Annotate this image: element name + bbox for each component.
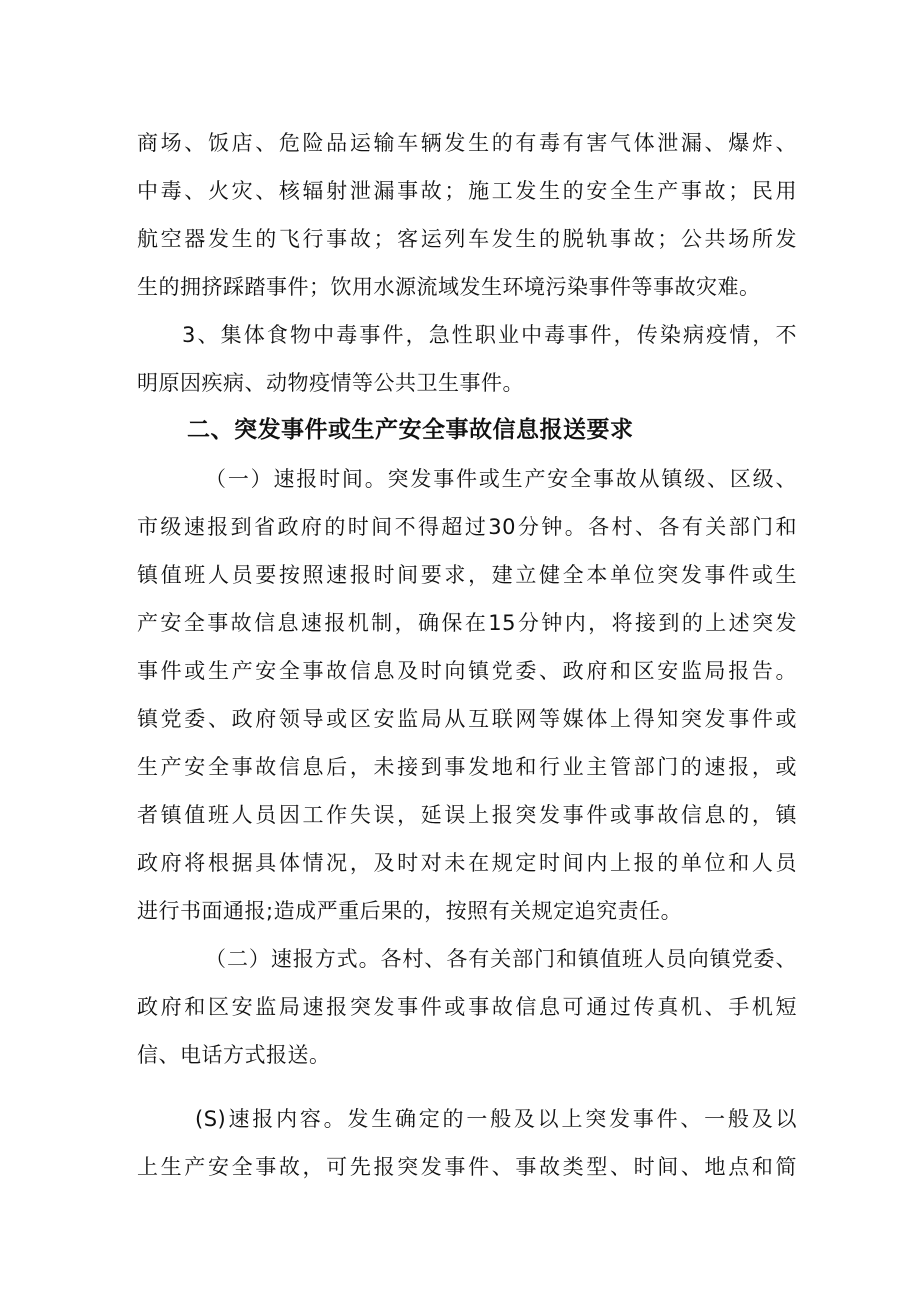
paragraph-line: 者镇值班人员因工作失误，延误上报突发事件或事故信息的，镇: [137, 803, 797, 827]
paragraph-line: 航空器发生的飞行事故；客运列车发生的脱轨事故；公共场所发: [137, 227, 797, 251]
paragraph-line: （二）速报方式。各村、各有关部门和镇值班人员向镇党委、: [205, 947, 797, 971]
paragraph-line: 镇党委、政府领导或区安监局从互联网等媒体上得知突发事件或: [137, 707, 797, 731]
paragraph-line: 事件或生产安全事故信息及时向镇党委、政府和区安监局报告。: [137, 659, 797, 683]
paragraph-line: 政府将根据具体情况，及时对未在规定时间内上报的单位和人员: [137, 851, 797, 875]
paragraph-line: 生产安全事故信息后，未接到事发地和行业主管部门的速报，或: [137, 755, 797, 779]
paragraph-line: (S)速报内容。发生确定的一般及以上突发事件、一般及以: [195, 1107, 797, 1131]
paragraph-line: 3、集体食物中毒事件，急性职业中毒事件，传染病疫情，不: [182, 323, 797, 347]
paragraph-line: 信、电话方式报送。: [137, 1043, 331, 1067]
section-heading: 二、突发事件或生产安全事故信息报送要求: [187, 417, 634, 443]
paragraph-line: 镇值班人员要按照速报时间要求，建立健全本单位突发事件或生: [137, 563, 797, 587]
paragraph-line: 上生产安全事故，可先报突发事件、事故类型、时间、地点和简: [137, 1155, 797, 1179]
paragraph-line: 产安全事故信息速报机制，确保在15分钟内，将接到的上述突发: [137, 611, 797, 635]
paragraph-line: 明原因疾病、动物疫情等公共卫生事件。: [137, 371, 524, 395]
paragraph-line: 生的拥挤踩踏事件；饮用水源流域发生环境污染事件等事故灾难。: [137, 275, 761, 299]
paragraph-line: 中毒、火灾、核辐射泄漏事故；施工发生的安全生产事故；民用: [137, 179, 797, 203]
paragraph-line: 政府和区安监局速报突发事件或事故信息可通过传真机、手机短: [137, 995, 797, 1019]
paragraph-line: 商场、饭店、危险品运输车辆发生的有毒有害气体泄漏、爆炸、: [137, 131, 797, 155]
paragraph-line: （一）速报时间。突发事件或生产安全事故从镇级、区级、: [205, 467, 797, 491]
paragraph-line: 市级速报到省政府的时间不得超过30分钟。各村、各有关部门和: [137, 515, 797, 539]
paragraph-line: 进行书面通报;造成严重后果的，按照有关规定追究责任。: [137, 899, 683, 923]
